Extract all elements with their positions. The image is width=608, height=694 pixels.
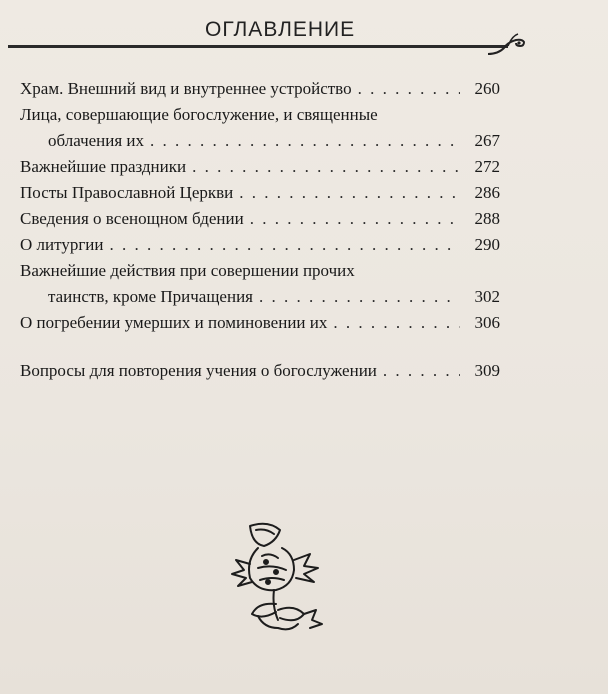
toc-entry[interactable] [20,76,500,102]
floral-ornament-icon [228,520,338,640]
toc-entry-title: Вопросы для повторения учения о богослужении [20,361,377,380]
toc-leader-dots [259,284,460,310]
toc-entry[interactable] [20,180,500,206]
page-header [0,12,608,52]
toc-leader-dots [383,358,460,384]
toc-page-number: 288 [474,209,500,228]
toc-page-number: 272 [474,157,500,176]
toc-entry[interactable] [20,310,500,336]
toc-page-number: 302 [474,287,500,306]
toc-leader-dots [239,180,460,206]
toc-leader-dots [333,310,460,336]
header-rule [8,45,508,48]
toc-page-number: 309 [474,361,500,380]
toc-entry-title: Посты Православной Церкви [20,183,234,202]
toc-page-number: 306 [474,313,500,332]
toc-entry[interactable] [20,232,500,258]
toc-entry-title: О литургии [20,235,104,254]
toc-entry[interactable] [20,154,500,180]
toc-entry[interactable] [20,258,500,310]
toc-entry[interactable] [20,358,500,384]
toc-entry-title: Сведения о всенощном бдении [20,209,244,228]
toc-entry-title-continued: облачения их [48,131,145,150]
toc-entry[interactable] [20,206,500,232]
toc-leader-dots [150,128,460,154]
toc-entry-title: Важнейшие праздники [20,157,187,176]
toc-leader-dots [192,154,460,180]
toc-page-number: 290 [474,235,500,254]
toc-entry-title: Храм. Внешний вид и внутреннее устройство [20,79,352,98]
table-of-contents [20,76,500,384]
toc-page-number: 260 [474,79,500,98]
toc-entry-title: Лица, совершающие богослужение, и священные [20,105,378,124]
toc-entry[interactable] [20,102,500,154]
header-ornament-icon [486,32,526,58]
toc-page-number: 267 [474,131,500,150]
section-gap [20,336,500,358]
toc-entry-title: Важнейшие действия при совершении прочих [20,261,355,280]
page-title: ОГЛАВЛЕНИЕ [205,18,356,41]
toc-leader-dots [250,206,460,232]
toc-page-number: 286 [474,183,500,202]
toc-entry-title-continued: таинств, кроме Причащения [48,287,253,306]
toc-leader-dots [109,232,460,258]
toc-leader-dots [358,76,460,102]
toc-entry-title: О погребении умерших и поминовении их [20,313,328,332]
